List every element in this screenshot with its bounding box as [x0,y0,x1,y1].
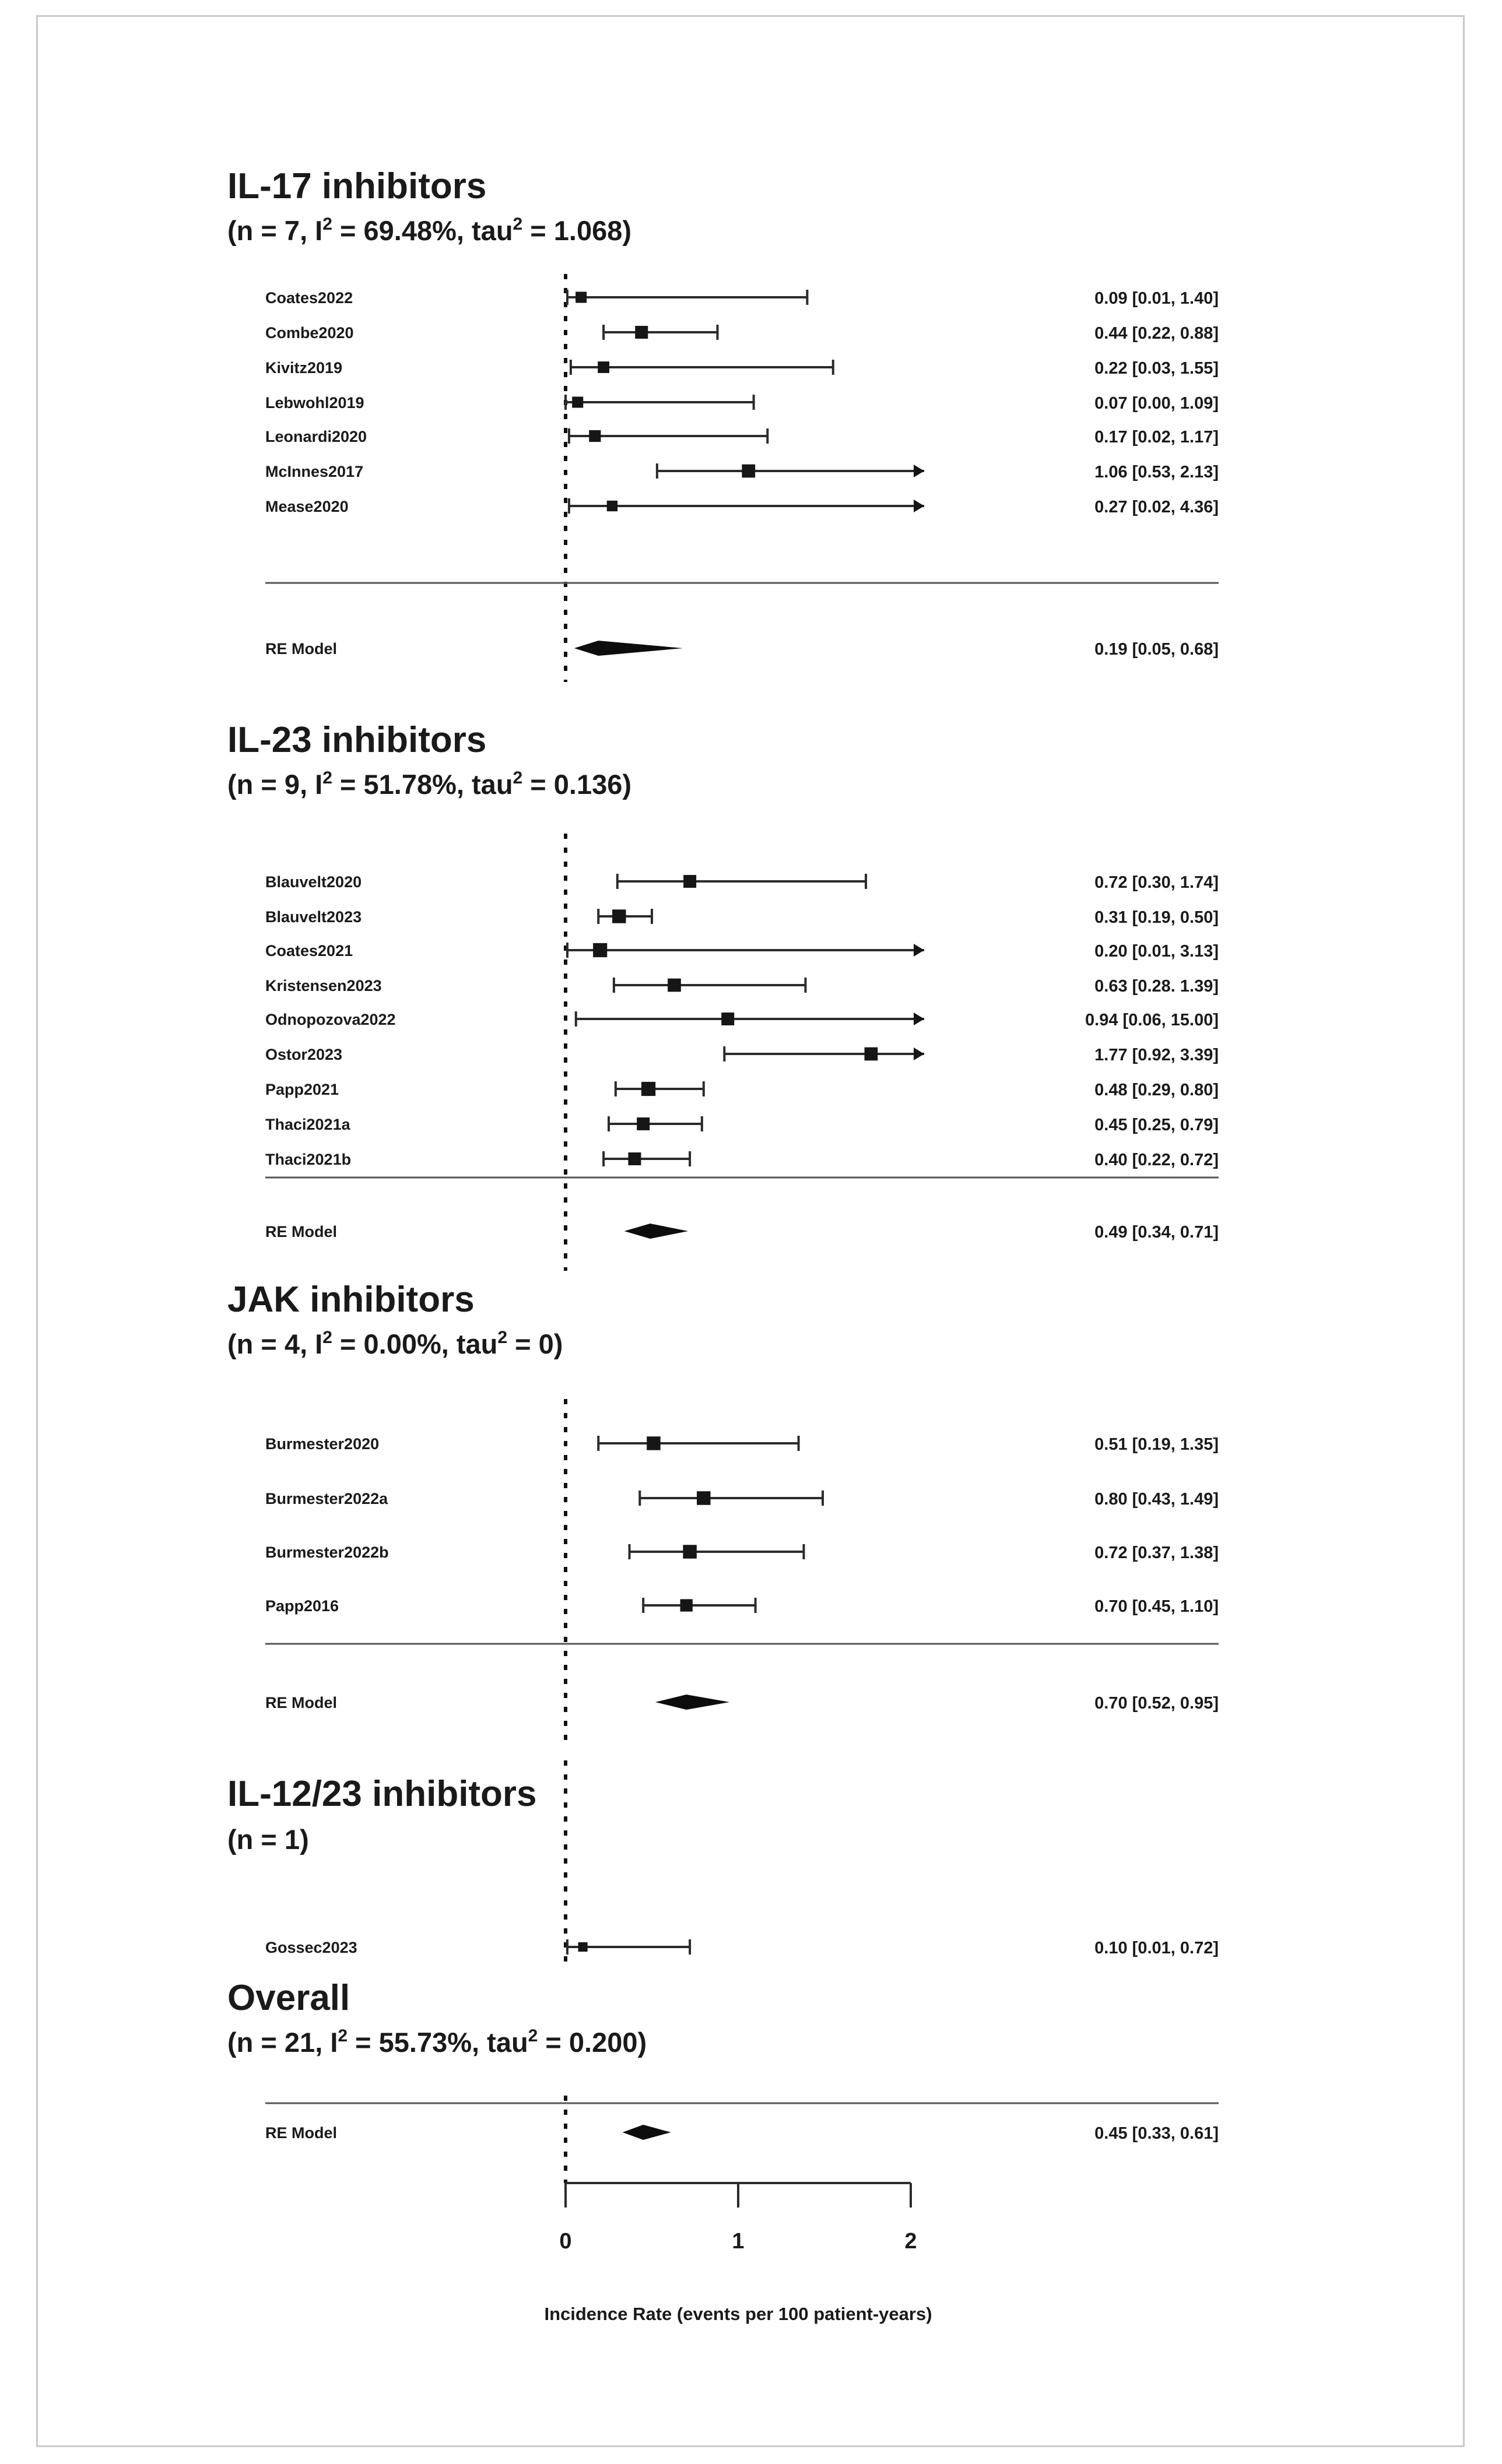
estimate-text: 0.63 [0.28. 1.39] [1094,977,1219,996]
forest-row [265,1597,1219,1616]
point-estimate-marker [598,361,609,373]
point-estimate-marker [575,291,587,303]
estimate-text: 0.51 [0.19, 1.35] [1094,1435,1219,1454]
forest-row [265,873,1219,892]
study-label: Lebwohl2019 [265,394,364,412]
study-label: Burmester2020 [265,1435,380,1453]
summary-label: RE Model [265,1223,338,1240]
point-estimate-marker [742,465,755,478]
point-estimate-marker [637,1117,650,1130]
estimate-text: 0.09 [0.01, 1.40] [1094,289,1219,308]
study-label: Blauvelt2020 [265,873,362,891]
summary-diamond [623,2125,671,2140]
forest-row [265,1081,1219,1099]
forest-row [265,1116,1219,1134]
x-axis-tick-label: 1 [732,2229,745,2254]
ci-arrow-upper [914,1013,924,1025]
point-estimate-marker [721,1013,734,1025]
forest-row [265,394,1219,413]
forest-row [265,977,1219,996]
forest-row [265,1544,1219,1562]
point-estimate-marker [668,979,681,992]
estimate-text: 1.06 [0.53, 2.13] [1094,463,1219,481]
study-label: Coates2022 [265,289,353,307]
estimate-text: 0.17 [0.02, 1.17] [1094,428,1219,447]
group-title: IL-12/23 inhibitors [227,1774,537,1814]
forest-row [265,942,1219,961]
summary-label: RE Model [265,2124,338,2142]
summary-diamond [624,1224,689,1239]
study-label: Mease2020 [265,498,349,515]
forest-row [265,324,1219,343]
forest-row [265,1435,1219,1454]
summary-label: RE Model [265,640,338,658]
study-label: Thaci2021a [265,1116,350,1133]
study-label: Leonardi2020 [265,428,367,445]
point-estimate-marker [683,875,696,888]
forest-row [265,1011,1219,1029]
point-estimate-marker [607,501,617,511]
summary-row [265,1223,1219,1242]
estimate-text: 0.72 [0.30, 1.74] [1094,873,1219,892]
forest-row [265,428,1219,447]
group-subtitle: (n = 7, $I^2 = 69.48\%$, tau$^2$ = 1.068) [227,215,632,246]
group-title: Overall [227,1978,350,2018]
x-axis-tick-label: 0 [559,2229,572,2254]
ci-arrow-upper [914,1048,924,1060]
estimate-text: 0.10 [0.01, 0.72] [1094,1939,1219,1957]
point-estimate-marker [593,943,607,957]
estimate-text: 0.72 [0.37, 1.38] [1094,1544,1219,1562]
estimate-text: 0.48 [0.29, 0.80] [1094,1081,1219,1099]
forest-row [265,463,1219,481]
forest-row [265,1046,1219,1064]
forest-row [265,1939,1219,1957]
x-axis-tick-label: 2 [904,2229,917,2254]
study-label: Odnopozova2022 [265,1011,396,1028]
group-title: IL-23 inhibitors [227,720,487,760]
study-label: Combe2020 [265,324,354,342]
study-label: McInnes2017 [265,463,364,480]
estimate-text: 0.80 [0.43, 1.49] [1094,1490,1219,1509]
estimate-text: 0.45 [0.25, 0.79] [1094,1116,1219,1134]
point-estimate-marker [635,326,648,339]
estimate-text: 0.40 [0.22, 0.72] [1094,1151,1219,1169]
summary-estimate-text: 0.70 [0.52, 0.95] [1094,1694,1219,1713]
estimate-text: 0.07 [0.00, 1.09] [1094,394,1219,413]
group-subtitle: (n = 21, $I^2 = 55.73\%$, tau$^2$ = 0.200) [227,2026,647,2058]
group-subtitle: (n = 9, $I^2 = 51.78\%$, tau$^2$ = 0.136) [227,768,632,800]
estimate-text: 0.22 [0.03, 1.55] [1094,359,1219,378]
summary-row [265,1694,1219,1713]
estimate-text: 0.44 [0.22, 0.88] [1094,324,1219,343]
group-subtitle: (n = 4, $I^2 = 0.00\%$, tau$^2$ = 0) [227,1328,563,1359]
forest-row [265,359,1219,378]
forest-row [265,1151,1219,1169]
summary-diamond [574,641,683,656]
estimate-text: 0.94 [0.06, 15.00] [1085,1011,1219,1029]
group-title: IL-17 inhibitors [227,166,487,206]
point-estimate-marker [628,1152,641,1165]
forest-row [265,908,1219,927]
summary-label: RE Model [265,1694,338,1711]
study-label: Gossec2023 [265,1939,357,1956]
x-axis-label: Incidence Rate (events per 100 patient-years) [544,2304,932,2324]
study-label: Kivitz2019 [265,359,343,377]
ci-arrow-upper [914,500,924,512]
estimate-text: 1.77 [0.92, 3.39] [1094,1046,1219,1064]
estimate-text: 0.31 [0.19, 0.50] [1094,908,1219,927]
study-label: Kristensen2023 [265,977,382,994]
estimate-text: 0.70 [0.45, 1.10] [1094,1597,1219,1616]
study-label: Papp2016 [265,1597,339,1615]
summary-row [265,640,1219,659]
point-estimate-marker [865,1048,878,1061]
summary-estimate-text: 0.45 [0.33, 0.61] [1094,2124,1219,2143]
summary-row [265,2124,1219,2143]
ci-arrow-upper [914,944,924,957]
point-estimate-marker [697,1491,710,1505]
study-label: Thaci2021b [265,1151,352,1168]
group-subtitle: (n = 1) [227,1824,309,1855]
point-estimate-marker [641,1082,655,1096]
point-estimate-marker [578,1942,588,1952]
forest-row [265,1490,1219,1509]
study-label: Burmester2022a [265,1490,388,1507]
study-label: Ostor2023 [265,1046,343,1063]
forest-row [265,289,1219,308]
point-estimate-marker [647,1436,660,1450]
study-label: Papp2021 [265,1081,339,1098]
point-estimate-marker [612,909,626,923]
study-label: Coates2021 [265,942,353,959]
study-label: Burmester2022b [265,1544,389,1561]
summary-estimate-text: 0.49 [0.34, 0.71] [1094,1223,1219,1242]
study-label: Blauvelt2023 [265,908,362,926]
summary-estimate-text: 0.19 [0.05, 0.68] [1094,640,1219,659]
estimate-text: 0.27 [0.02, 4.36] [1094,498,1219,516]
point-estimate-marker [589,430,601,442]
forest-row [265,498,1219,516]
estimate-text: 0.20 [0.01, 3.13] [1094,942,1219,961]
point-estimate-marker [680,1599,693,1611]
point-estimate-marker [683,1545,696,1558]
ci-arrow-upper [914,465,924,477]
group-title: JAK inhibitors [227,1280,475,1320]
point-estimate-marker [572,396,583,407]
summary-diamond [655,1695,729,1710]
